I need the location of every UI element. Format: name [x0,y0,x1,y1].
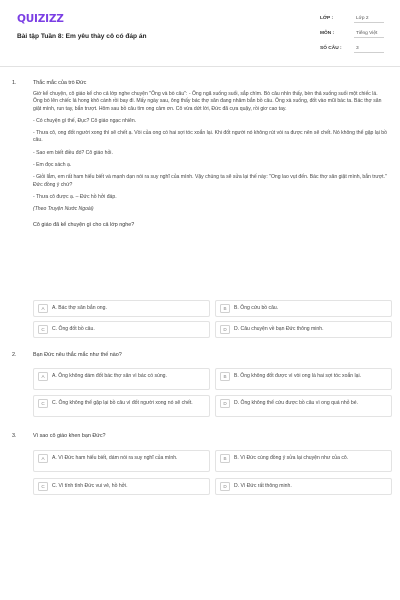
option-letter-badge: A [38,372,48,381]
option-letter-badge: D [220,399,230,408]
passage-paragraph: - Thưa cô được ạ. – Đức hồ hởi đáp. [33,193,117,200]
option-text: C. Ông không thể gặp lại bồ câu vì đốt người xong nó sẽ chết. [52,400,193,406]
option-text: B. Ông không đốt được vì vòi ong là hai sợi tóc xoắn lại. [234,373,362,379]
question-ask: Cô giáo đã kể chuyện gì cho cả lớp nghe? [33,221,135,228]
option-text: B. Ông cứu bồ câu. [234,305,279,311]
passage-paragraph: - Em đọc sách ạ. [33,162,72,169]
option-letter-badge: C [38,399,48,408]
option-b[interactable] [215,450,392,472]
option-letter-badge: A [38,304,48,313]
option-letter-badge: D [220,482,230,491]
option-c[interactable] [33,478,210,495]
passage-paragraph: - Thưa cô, ong đốt người xong thì sẽ chết ạ. Vòi của ong có hai sợi tóc xoắn lại. Khi đốt người nó không rút vòi ra được nên sẽ chết. Nó không thể gặp lại bồ câu. [33,130,387,144]
question-prompt: Vì sao cô giáo khen bạn Đức? [33,433,106,439]
option-letter-badge: A [38,454,48,463]
meta-label: LỚP : [320,16,334,21]
option-b[interactable] [215,300,392,317]
passage-source: (Theo Truyện Nước Ngoài) [33,206,94,213]
question-body [33,433,388,439]
meta-value: 3 [356,46,359,51]
question-number: 2. [12,352,17,358]
question-number: 3. [12,433,17,439]
option-text: A. Bác thợ săn bắn ong. [52,305,107,311]
option-c[interactable] [33,321,210,338]
option-text: C. Vì tính tình Đức vui vẻ, hồ hởi. [52,483,128,489]
meta-label: MÔN : [320,31,335,36]
option-b[interactable] [215,368,392,390]
option-letter-badge: D [220,325,230,334]
option-a[interactable] [33,450,210,472]
question-prompt: Thắc mắc của trò Đức [33,80,87,86]
meta-underline [354,37,384,38]
reading-passage [33,91,388,214]
meta-row-subject [320,29,384,38]
passage-paragraph: Giờ kể chuyện, cô giáo kể cho cả lớp nghe chuyện "Ông và bò câu": - Ông ngã xuống suối, sắp chìm. Bò câu nhìn thấy, bèn thả xuống suối một chiếc lá. Ông bò lên chiếc lá hong khô cánh rồi bay đi. Mấy ngày sau, ông thấy bác thợ săn đang nhăm bắn bồ câu. Ông xà xuống, đốt vào mũi bác ta. Bác thợ săn giật mình, run tay, bắn trượt. Hôm sau bồ câu tìm ong cảm ơn. Cô vừa dứt lời, Đức đã cựa quậy, rồi giơ cao tay. [33,91,382,112]
option-letter-badge: C [38,482,48,491]
option-d[interactable] [215,395,392,417]
worksheet-title: Bài tập Tuần 8: Em yêu thày cô có đáp án [17,33,147,40]
meta-label: SỐ CÂU : [320,46,342,51]
option-text: D. Câu chuyện về bạn Đức thông minh. [234,326,324,332]
question-number: 1. [12,80,17,86]
question-prompt: Bạn Đức nêu thắc mắc như thế nào? [33,352,122,358]
option-text: B. Vì Đức cùng đồng ý sửa lại chuyện như của cô. [234,455,349,461]
option-d[interactable] [215,478,392,495]
option-letter-badge: B [220,372,230,381]
option-text: A. Vì Đức ham hiểu biết, dám nói ra suy nghĩ của mình. [52,455,178,461]
option-letter-badge: B [220,304,230,313]
option-letter-badge: B [220,454,230,463]
question-body [33,80,388,228]
quizizz-logo: QUIZIZZ [17,13,64,25]
question-body [33,352,388,358]
header-divider [0,66,400,67]
option-c[interactable] [33,395,210,417]
passage-paragraph: - Có chuyện gì thế, Đục? Cô giáo ngạc nhiên. [33,117,137,124]
meta-value: Lớp 2 [356,16,369,21]
meta-value: Tiếng Việt [356,31,378,36]
passage-paragraph: - Giỏi lắm, em rất ham hiểu biết và mạnh dạn nói ra suy nghĩ của mình. Vậy chúng ta sẽ sửa lại thế này: "Ong lao vụt đến. Bác thợ săn giật mình, bắn trượt." Đức đồng ý chứ? [33,174,387,188]
option-text: C. Ông đốt bồ câu. [52,326,95,332]
option-text: D. Ông không thể cứu được bồ câu vì ong quá nhỏ bé. [234,400,359,406]
option-text: D. Vì Đức rất thông minh. [234,483,292,489]
option-a[interactable] [33,300,210,317]
option-letter-badge: C [38,325,48,334]
meta-row-count [320,44,384,53]
option-d[interactable] [215,321,392,338]
option-text: A. Ông không dám đốt bác thợ săn vì bác có súng. [52,373,167,379]
meta-underline [354,52,384,53]
passage-paragraph: - Sao em biết điều đó? Cô giáo hỏi. [33,149,113,156]
meta-underline [354,22,384,23]
option-a[interactable] [33,368,210,390]
meta-row-class [320,14,384,23]
